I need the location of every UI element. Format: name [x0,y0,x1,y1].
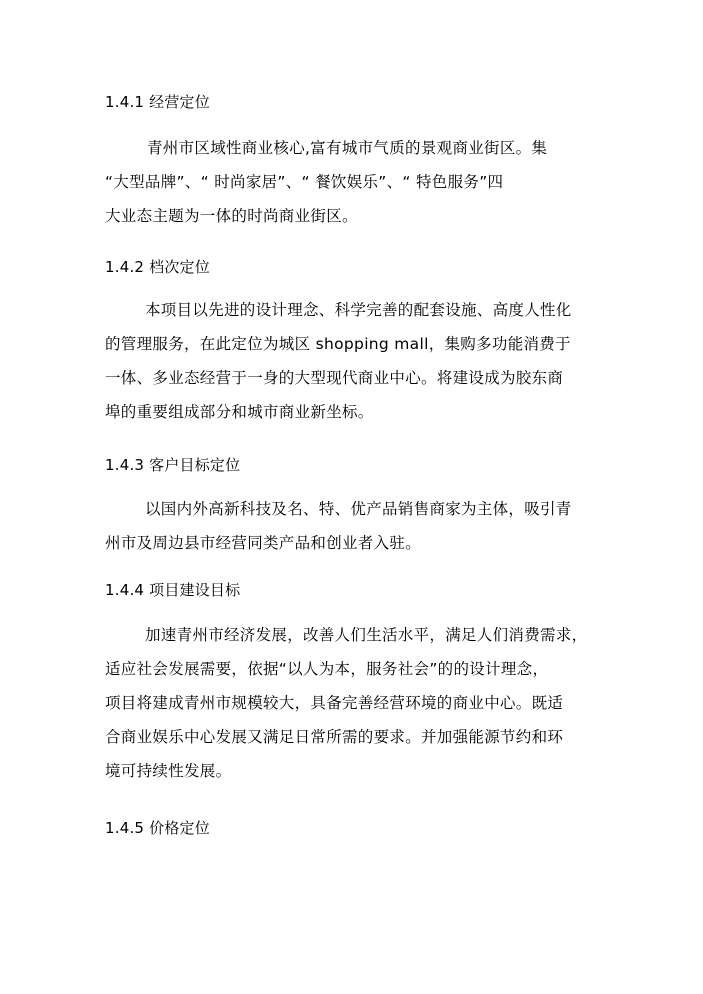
paragraph-line: 大业态主题为一体的时尚商业街区。 [105,207,358,225]
section-body-customer-target [105,499,605,567]
paragraph-line: 青州市区域性商业核心,富有城市气质的景观商业街区。集 [147,139,548,157]
paragraph-line: “大型品牌”、“ 时尚家居”、“ 餐饮娱乐”、“ 特色服务”四 [105,173,504,191]
paragraph-line: 加速青州市经济发展，改善人们生活水平，满足人们消费需求， [145,626,588,644]
paragraph-line: 的管理服务，在此定位为城区 shopping mall，集购多功能消费于 [105,335,571,353]
paragraph-line: 州市及周边县市经营同类产品和创业者入驻。 [105,534,422,552]
paragraph-line: 以国内外高新科技及名、特、优产品销售商家为主体，吸引青 [145,500,572,518]
section-heading-operation-positioning: 1.4.1 经营定位 [105,93,210,111]
section-body-operation-positioning [105,138,605,240]
section-heading-construction-goal: 1.4.4 项目建设目标 [105,581,241,599]
paragraph-line: 境可持续性发展。 [105,762,232,780]
section-body-grade-positioning [105,300,605,436]
paragraph-line: 适应社会发展需要，依据“以人为本，服务社会”的的设计理念， [105,660,549,678]
paragraph-line: 本项目以先进的设计理念、科学完善的配套设施、高度人性化 [145,301,572,319]
paragraph-line: 合商业娱乐中心发展又满足日常所需的要求。并加强能源节约和环 [105,728,564,746]
section-body-construction-goal [105,625,605,795]
section-heading-customer-target: 1.4.3 客户目标定位 [105,456,241,474]
paragraph-line: 一体、多业态经营于一身的大型现代商业中心。将建设成为胶东商 [105,369,564,387]
paragraph-line: 埠的重要组成部分和城市商业新坐标。 [105,403,374,421]
section-heading-price-positioning: 1.4.5 价格定位 [105,819,210,837]
section-heading-grade-positioning: 1.4.2 档次定位 [105,258,210,276]
paragraph-line: 项目将建成青州市规模较大，具备完善经营环境的商业中心。既适 [105,694,564,712]
